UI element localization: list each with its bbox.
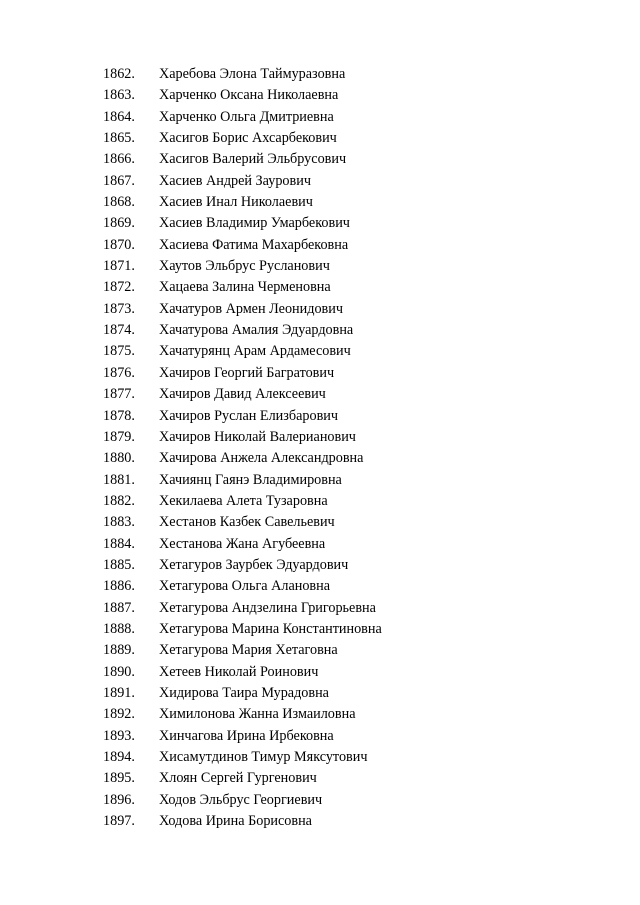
list-item bbox=[103, 811, 382, 832]
entry-number: 1878. bbox=[103, 407, 135, 424]
entry-number: 1890. bbox=[103, 663, 135, 680]
entry-number: 1886. bbox=[103, 578, 135, 595]
entry-name: Хачиянц Гаянэ Владимировна bbox=[159, 471, 342, 488]
entry-number: 1882. bbox=[103, 492, 135, 509]
list-item bbox=[103, 299, 382, 320]
entry-number: 1879. bbox=[103, 428, 135, 445]
entry-name: Хетеев Николай Роинович bbox=[159, 663, 319, 680]
entry-number: 1891. bbox=[103, 684, 135, 701]
entry-number: 1866. bbox=[103, 151, 135, 168]
entry-number: 1874. bbox=[103, 322, 135, 339]
entry-name: Хачатурова Амалия Эдуардовна bbox=[159, 322, 354, 339]
entry-number: 1869. bbox=[103, 215, 135, 232]
entry-name: Хаутов Эльбрус Русланович bbox=[159, 258, 330, 275]
list-item bbox=[103, 704, 382, 725]
entry-name: Хекилаева Алета Тузаровна bbox=[159, 492, 328, 509]
entry-number: 1884. bbox=[103, 535, 135, 552]
entry-number: 1872. bbox=[103, 279, 135, 296]
entry-name: Химилонова Жанна Измаиловна bbox=[159, 706, 356, 723]
list-item bbox=[103, 256, 382, 277]
entry-number: 1868. bbox=[103, 194, 135, 211]
entry-number: 1873. bbox=[103, 300, 135, 317]
list-item bbox=[103, 85, 382, 106]
list-item bbox=[103, 277, 382, 298]
list-item bbox=[103, 790, 382, 811]
entry-number: 1871. bbox=[103, 258, 135, 275]
entry-name: Хачатуров Армен Леонидович bbox=[159, 300, 343, 317]
entry-name: Хасигов Валерий Эльбрусович bbox=[159, 151, 347, 168]
entry-number: 1893. bbox=[103, 727, 135, 744]
list-item bbox=[103, 726, 382, 747]
list-item bbox=[103, 235, 382, 256]
list-item bbox=[103, 384, 382, 405]
entry-number: 1885. bbox=[103, 556, 135, 573]
list-item bbox=[103, 192, 382, 213]
entry-name: Ходова Ирина Борисовна bbox=[159, 813, 312, 830]
entry-number: 1867. bbox=[103, 172, 135, 189]
entry-name: Хачиров Георгий Багратович bbox=[159, 364, 335, 381]
list-item bbox=[103, 491, 382, 512]
entry-name: Хачатурянц Арам Ардамесович bbox=[159, 343, 351, 360]
entry-number: 1881. bbox=[103, 471, 135, 488]
entry-name: Ходов Эльбрус Георгиевич bbox=[159, 791, 323, 808]
entry-number: 1894. bbox=[103, 749, 135, 765]
list-item bbox=[103, 341, 382, 362]
entry-number: 1895. bbox=[103, 770, 135, 787]
list-item bbox=[103, 427, 382, 448]
entry-name: Хачиров Руслан Елизбарович bbox=[159, 407, 339, 424]
name-list bbox=[103, 64, 382, 832]
entry-name: Хисамутдинов Тимур Мяксутович bbox=[159, 749, 368, 765]
entry-number: 1896. bbox=[103, 791, 135, 808]
list-item bbox=[103, 470, 382, 491]
entry-number: 1888. bbox=[103, 620, 135, 637]
list-item bbox=[103, 64, 382, 85]
entry-name: Хетагурова Андзелина Григорьевна bbox=[159, 599, 376, 616]
list-item bbox=[103, 213, 382, 234]
entry-number: 1862. bbox=[103, 66, 135, 82]
entry-number: 1870. bbox=[103, 236, 135, 253]
entry-name: Хестанов Казбек Савельевич bbox=[159, 514, 335, 531]
entry-name: Хасиев Владимир Умарбекович bbox=[159, 215, 350, 232]
entry-number: 1889. bbox=[103, 642, 135, 659]
entry-name: Хачирова Анжела Александровна bbox=[159, 450, 364, 467]
list-item bbox=[103, 640, 382, 661]
entry-number: 1880. bbox=[103, 450, 135, 467]
entry-number: 1863. bbox=[103, 87, 135, 104]
list-item bbox=[103, 662, 382, 683]
entry-name: Хидирова Таира Мурадовна bbox=[159, 684, 329, 701]
list-item bbox=[103, 619, 382, 640]
entry-number: 1864. bbox=[103, 108, 135, 125]
list-item bbox=[103, 534, 382, 555]
entry-name: Хестанова Жана Агубеевна bbox=[159, 535, 326, 552]
list-item bbox=[103, 683, 382, 704]
entry-number: 1887. bbox=[103, 599, 135, 616]
list-item bbox=[103, 363, 382, 384]
entry-name: Хасиев Инал Николаевич bbox=[159, 194, 313, 211]
list-item bbox=[103, 598, 382, 619]
list-item bbox=[103, 448, 382, 469]
entry-name: Хетагурова Ольга Алановна bbox=[159, 578, 331, 595]
list-item bbox=[103, 107, 382, 128]
entry-number: 1883. bbox=[103, 514, 135, 531]
list-item bbox=[103, 128, 382, 149]
list-item bbox=[103, 512, 382, 533]
entry-name: Хасигов Борис Ахсарбекович bbox=[159, 130, 337, 147]
list-item bbox=[103, 768, 382, 789]
entry-number: 1877. bbox=[103, 386, 135, 403]
entry-name: Хетагуров Заурбек Эдуардович bbox=[159, 556, 349, 573]
entry-name: Хасиева Фатима Махарбековна bbox=[159, 236, 349, 253]
list-item bbox=[103, 576, 382, 597]
list-item bbox=[103, 171, 382, 192]
entry-number: 1876. bbox=[103, 364, 135, 381]
entry-name: Хетагурова Мария Хетаговна bbox=[159, 642, 338, 659]
entry-number: 1897. bbox=[103, 813, 135, 830]
list-item bbox=[103, 747, 382, 768]
entry-name: Хасиев Андрей Заурович bbox=[159, 172, 311, 189]
entry-name: Хачиров Давид Алексеевич bbox=[159, 386, 326, 403]
entry-name: Хетагурова Марина Константиновна bbox=[159, 620, 382, 637]
entry-number: 1892. bbox=[103, 706, 135, 723]
entry-number: 1865. bbox=[103, 130, 135, 147]
entry-number: 1875. bbox=[103, 343, 135, 360]
entry-name: Хачиров Николай Валерианович bbox=[159, 428, 356, 445]
list-item bbox=[103, 555, 382, 576]
entry-name: Хацаева Залина Черменовна bbox=[159, 279, 331, 296]
entry-name: Харебова Элона Таймуразовна bbox=[159, 66, 346, 82]
entry-name: Хинчагова Ирина Ирбековна bbox=[159, 727, 334, 744]
entry-name: Харченко Ольга Дмитриевна bbox=[159, 108, 334, 125]
entry-name: Харченко Оксана Николаевна bbox=[159, 87, 339, 104]
list-item bbox=[103, 320, 382, 341]
entry-name: Хлоян Сергей Гургенович bbox=[159, 770, 317, 787]
list-item bbox=[103, 149, 382, 170]
list-item bbox=[103, 406, 382, 427]
